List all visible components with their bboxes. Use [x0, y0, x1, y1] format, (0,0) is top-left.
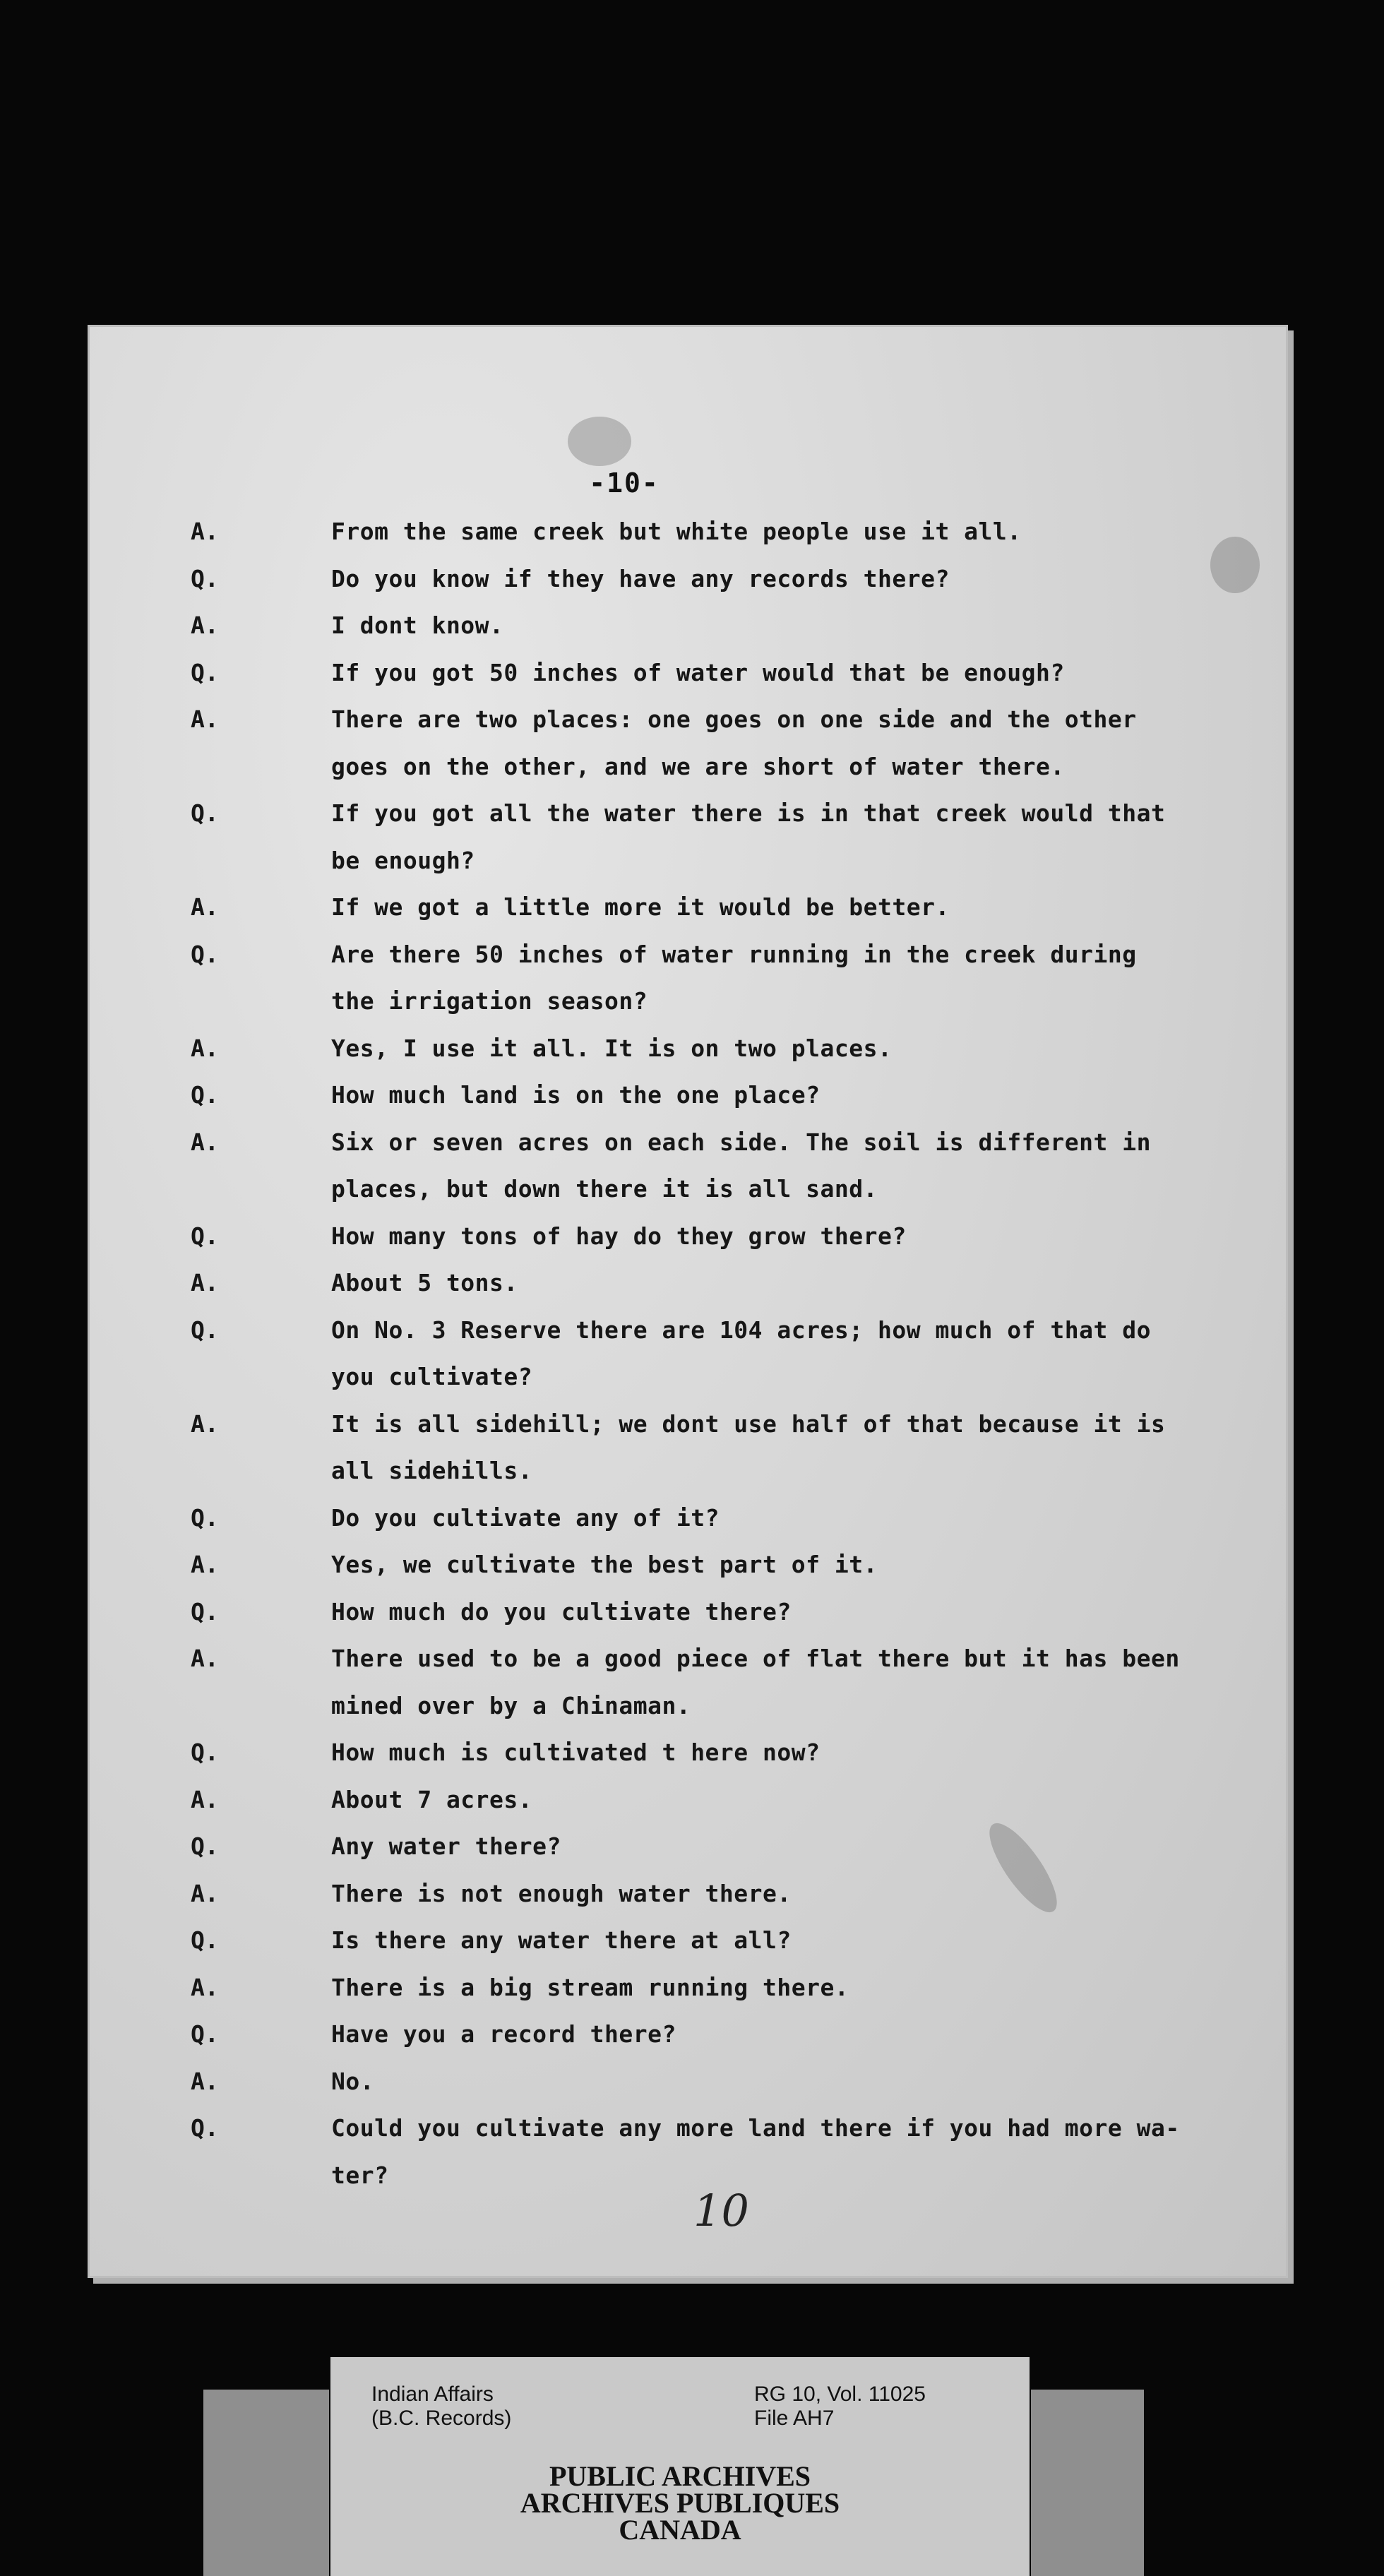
line-text: How much is cultivated t here now? — [331, 1739, 821, 1766]
line-text: Yes, we cultivate the best part of it. — [331, 1551, 878, 1578]
speaker-label: A. — [191, 1269, 219, 1296]
line-text: Yes, I use it all. It is on two places. — [331, 1034, 893, 1062]
speaker-label: Q. — [191, 1081, 219, 1109]
transcript-line — [88, 749, 1288, 785]
speaker-label: Q. — [191, 1832, 219, 1860]
transcript-line — [88, 1359, 1288, 1395]
transcript-line — [88, 1031, 1288, 1066]
document-page — [88, 325, 1288, 2278]
speaker-label: Q. — [191, 1503, 219, 1532]
line-text: Are there 50 inches of water running in the creek during — [331, 940, 1137, 968]
line-text: all sidehills. — [331, 1457, 533, 1484]
transcript-line — [88, 1219, 1288, 1254]
transcript-line — [88, 937, 1288, 972]
archive-stamp — [330, 2460, 1030, 2546]
speaker-label: A. — [191, 612, 219, 639]
transcript-line — [88, 514, 1288, 549]
transcript-line — [88, 1313, 1288, 1348]
transcript-line — [88, 1171, 1288, 1207]
line-text: Is there any water there at all? — [331, 1926, 792, 1954]
transcript-body — [88, 325, 1288, 2278]
speaker-label: Q. — [191, 2114, 219, 2142]
label-file: File AH7 — [754, 2407, 835, 2430]
line-text: be enough? — [331, 846, 475, 874]
line-text: There is not enough water there. — [331, 1879, 792, 1907]
line-text: If we got a little more it would be better. — [331, 893, 950, 921]
speaker-label: A. — [191, 1645, 219, 1672]
label-department: Indian Affairs — [371, 2383, 494, 2406]
speaker-label: A. — [191, 1879, 219, 1907]
speaker-label: Q. — [191, 799, 219, 827]
transcript-line — [88, 1829, 1288, 1864]
line-text: Six or seven acres on each side. The soil is different in — [331, 1128, 1151, 1156]
transcript-line — [88, 1594, 1288, 1630]
transcript-line — [88, 1688, 1288, 1724]
transcript-line — [88, 1453, 1288, 1489]
transcript-line — [88, 2111, 1288, 2146]
transcript-line — [88, 1501, 1288, 1536]
transcript-line — [88, 1735, 1288, 1770]
transcript-line — [88, 1265, 1288, 1301]
line-text: mined over by a Chinaman. — [331, 1691, 691, 1719]
speaker-label: Q. — [191, 564, 219, 592]
transcript-line — [88, 1970, 1288, 2005]
transcript-line — [88, 1125, 1288, 1160]
line-text: How many tons of hay do they grow there? — [331, 1222, 907, 1250]
line-text: About 5 tons. — [331, 1269, 518, 1296]
transcript-line — [88, 561, 1288, 597]
speaker-label: A. — [191, 1409, 219, 1438]
speaker-label: A. — [191, 1128, 219, 1156]
speaker-label: A. — [191, 518, 219, 545]
transcript-line — [88, 1407, 1288, 1442]
line-text: I dont know. — [331, 612, 504, 639]
speaker-label: Q. — [191, 2020, 219, 2048]
label-tab-left — [203, 2390, 329, 2576]
line-text: Could you cultivate any more land there if you had more wa- — [331, 2114, 1180, 2142]
transcript-line — [88, 2158, 1288, 2193]
line-text: Do you cultivate any of it? — [331, 1503, 720, 1532]
line-text: Do you know if they have any records there? — [331, 564, 950, 592]
line-text: How much do you cultivate there? — [331, 1597, 792, 1626]
line-text: No. — [331, 2067, 375, 2095]
transcript-line — [88, 843, 1288, 878]
line-text: you cultivate? — [331, 1363, 533, 1390]
speaker-label: A. — [191, 2067, 219, 2095]
line-text: Any water there? — [331, 1832, 561, 1860]
label-volume: RG 10, Vol. 11025 — [754, 2383, 926, 2406]
speaker-label: Q. — [191, 1316, 219, 1344]
line-text: There is a big stream running there. — [331, 1973, 849, 2001]
stamp-line: CANADA — [619, 2514, 741, 2546]
speaker-label: Q. — [191, 658, 219, 686]
speaker-label: Q. — [191, 940, 219, 968]
transcript-line — [88, 890, 1288, 925]
transcript-line — [88, 2064, 1288, 2099]
transcript-line — [88, 2017, 1288, 2052]
line-text: On No. 3 Reserve there are 104 acres; how much of that do — [331, 1316, 1151, 1344]
transcript-line — [88, 1923, 1288, 1958]
line-text: goes on the other, and we are short of water there. — [331, 752, 1065, 780]
transcript-line — [88, 1782, 1288, 1818]
line-text: places, but down there it is all sand. — [331, 1175, 878, 1203]
line-text: There used to be a good piece of flat there but it has been — [331, 1645, 1180, 1672]
line-text: Have you a record there? — [331, 2020, 676, 2048]
transcript-line — [88, 702, 1288, 737]
line-text: It is all sidehill; we dont use half of that because it is — [331, 1409, 1166, 1438]
stamp-line: PUBLIC ARCHIVES — [549, 2460, 811, 2492]
speaker-label: A. — [191, 1785, 219, 1813]
label-tab-right — [1031, 2390, 1144, 2576]
speaker-label: A. — [191, 893, 219, 921]
transcript-line — [88, 1641, 1288, 1676]
line-text: If you got all the water there is in that creek would that — [331, 799, 1166, 827]
speaker-label: Q. — [191, 1597, 219, 1626]
speaker-label: A. — [191, 1034, 219, 1062]
transcript-line — [88, 608, 1288, 643]
page-number: -10- — [589, 467, 660, 499]
transcript-line — [88, 1876, 1288, 1912]
transcript-line — [88, 1547, 1288, 1582]
speaker-label: Q. — [191, 1739, 219, 1766]
speaker-label: Q. — [191, 1222, 219, 1250]
stamp-line: ARCHIVES PUBLIQUES — [520, 2487, 840, 2519]
speaker-label: A. — [191, 705, 219, 733]
speaker-label: A. — [191, 1551, 219, 1578]
transcript-line — [88, 655, 1288, 691]
line-text: From the same creek but white people use it all. — [331, 518, 1022, 545]
transcript-line — [88, 1078, 1288, 1113]
line-text: How much land is on the one place? — [331, 1081, 821, 1109]
line-text: There are two places: one goes on one side and the other — [331, 705, 1137, 733]
speaker-label: A. — [191, 1973, 219, 2001]
transcript-line — [88, 984, 1288, 1019]
handwritten-page-mark: 10 — [693, 2185, 749, 2236]
line-text: About 7 acres. — [331, 1785, 533, 1813]
label-records: (B.C. Records) — [371, 2407, 512, 2430]
line-text: If you got 50 inches of water would that be enough? — [331, 658, 1065, 686]
line-text: ter? — [331, 2161, 389, 2189]
transcript-line — [88, 796, 1288, 831]
speaker-label: Q. — [191, 1926, 219, 1954]
line-text: the irrigation season? — [331, 987, 648, 1015]
